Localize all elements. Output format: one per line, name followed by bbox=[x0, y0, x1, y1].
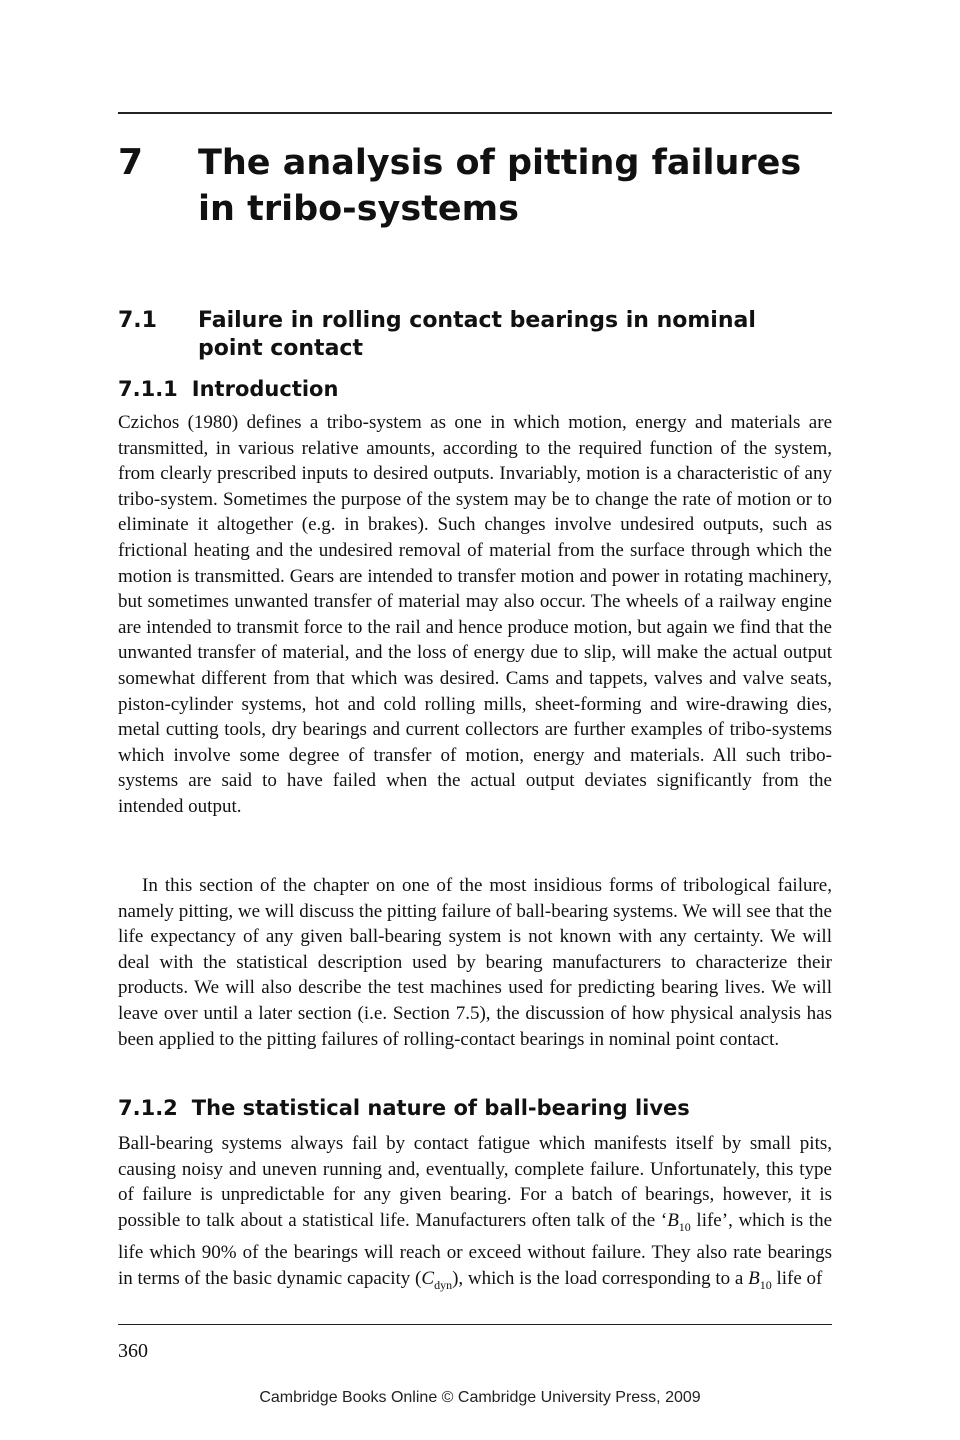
cdyn-symbol: C bbox=[421, 1267, 435, 1289]
subsection-number: 7.1.1 bbox=[118, 377, 178, 401]
footer-credit: Cambridge Books Online © Cambridge University Press, 2009 bbox=[259, 1389, 701, 1406]
paragraph-intro-1: Czichos (1980) defines a tribo-system as one in which motion, energy and materials are transmitted, in various relative amounts, according to the required function of the system, from clearly prescribed inputs to desired outputs. Invariably, motion is a characteristic of any tribo-system. Sometimes the purpose of the system may be to change the rate of motion or to eliminate it altogether (e.g. in brakes). Such changes involve undesired outputs, such as frictional heating and the undesired removal of material from the surface through which the motion is transmitted. Gears are intended to transfer motion and power in rotating machinery, but sometimes unwanted transfer of material may also occur. The wheels of a railway engine are intended to transmit force to the rail and hence produce motion, but again we find that the unwanted transfer of material, and the loss of energy due to slip, will make the actual output somewhat different from that which was desired. Cams and tappets, valves and valve seats, piston-cylinder systems, hot and cold rolling mills, sheet-forming and wire-drawing dies, metal cutting tools, dry bearings and current collectors are further examples of tribo-systems which involve some degree of transfer of motion, energy and materials. All such tribo-systems are said to have failed when the actual output deviates significantly from the intended output. bbox=[118, 412, 832, 817]
b10-symbol: B bbox=[748, 1267, 760, 1289]
subsection-title: The statistical nature of ball-bearing lives bbox=[191, 1096, 690, 1120]
chapter-title: The analysis of pitting failures in tribo-systems bbox=[198, 143, 802, 229]
page-number: 360 bbox=[118, 1340, 148, 1362]
paragraph-statistical-1: Ball-bearing systems always fail by contact fatigue which manifests itself by small pits, causing noisy and uneven running and, eventually, complete failure. Unfortunately, this type of failure is unpredictable for any given bearing. For a batch of bearings, however, it is possible to talk about a statistical life. Manufacturers often talk of the ‘$B_{10}$ life’, which is the life which 90% of the bearings will reach or exceed without failure. They also rate bearings in terms of the basic dynamic capacity $(C_{dyn})$, which is the load corresponding to a $B_{10}$ life of bbox=[118, 1133, 833, 1292]
b10-subscript: 10 bbox=[678, 1219, 691, 1234]
paragraph-intro-2: In this section of the chapter on one of the most insidious forms of tribological failure, namely pitting, we will discuss the pitting failure of ball-bearing systems. We will see that the life expectancy of any given ball-bearing system is not known with any certainty. We will deal with the statistical description used by bearing manufacturers to characterize their products. We will also describe the test machines used for predicting bearing lives. We will leave over until a later section (i.e. Section 7.5), the discussion of how physical analysis has been applied to the pitting failures of rolling-contact bearings in nominal point contact. bbox=[118, 875, 832, 1050]
cdyn-subscript: dyn bbox=[434, 1277, 453, 1292]
b10-symbol: B bbox=[667, 1209, 679, 1231]
section-title: Failure in rolling contact bearings in nominal point contact bbox=[198, 308, 756, 361]
subsection-heading-introduction bbox=[118, 375, 338, 403]
subsection-heading-statistical bbox=[118, 1094, 690, 1122]
top-rule bbox=[118, 112, 832, 114]
bottom-rule bbox=[118, 1324, 832, 1325]
section-number: 7.1 bbox=[118, 308, 157, 333]
subsection-title: Introduction bbox=[191, 377, 339, 401]
subsection-number: 7.1.2 bbox=[118, 1096, 178, 1120]
chapter-number: 7 bbox=[118, 142, 144, 183]
b10-subscript: 10 bbox=[759, 1277, 772, 1292]
